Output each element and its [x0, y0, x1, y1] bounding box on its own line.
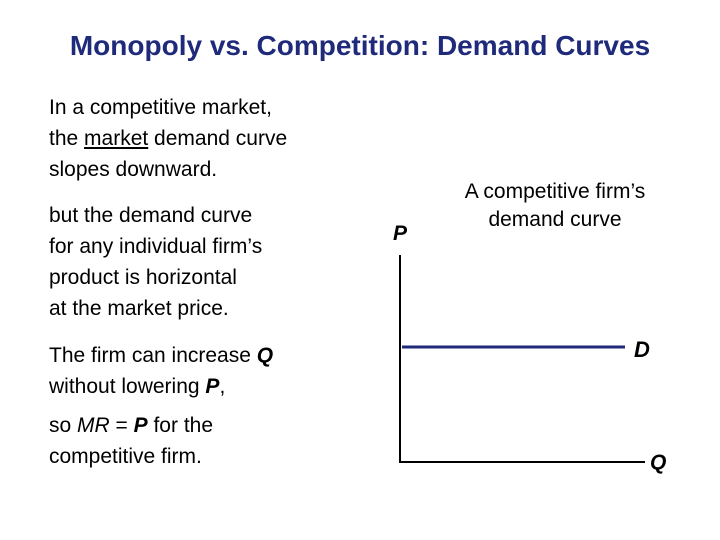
symbol-q: Q	[256, 344, 274, 367]
text-line: product is horizontal	[49, 266, 237, 289]
x-axis-label: Q	[650, 451, 667, 474]
symbol-mr: MR	[77, 414, 110, 437]
text-line: at the market price.	[49, 297, 229, 320]
text-line: competitive firm.	[49, 445, 202, 468]
text-line: but the demand curve	[49, 204, 253, 227]
text-line: slopes downward.	[49, 158, 218, 181]
text-line: The firm can increase Q	[49, 344, 274, 367]
symbol-p: P	[133, 414, 148, 437]
underlined-word: market	[84, 127, 149, 150]
text-line: so MR = P for the	[49, 414, 214, 437]
caption-line: A competitive firm’s	[464, 180, 646, 203]
caption-line: demand curve	[488, 208, 622, 231]
text-line: without lowering P,	[49, 375, 226, 398]
text-line: for any individual firm’s	[49, 235, 263, 258]
slide-title: Monopoly vs. Competition: Demand Curves	[69, 30, 651, 61]
demand-curve-label: D	[634, 337, 650, 362]
y-axis-label: P	[393, 222, 408, 245]
symbol-p: P	[205, 375, 220, 398]
text-line: In a competitive market,	[49, 96, 272, 119]
text-line: the market demand curve	[49, 127, 288, 150]
